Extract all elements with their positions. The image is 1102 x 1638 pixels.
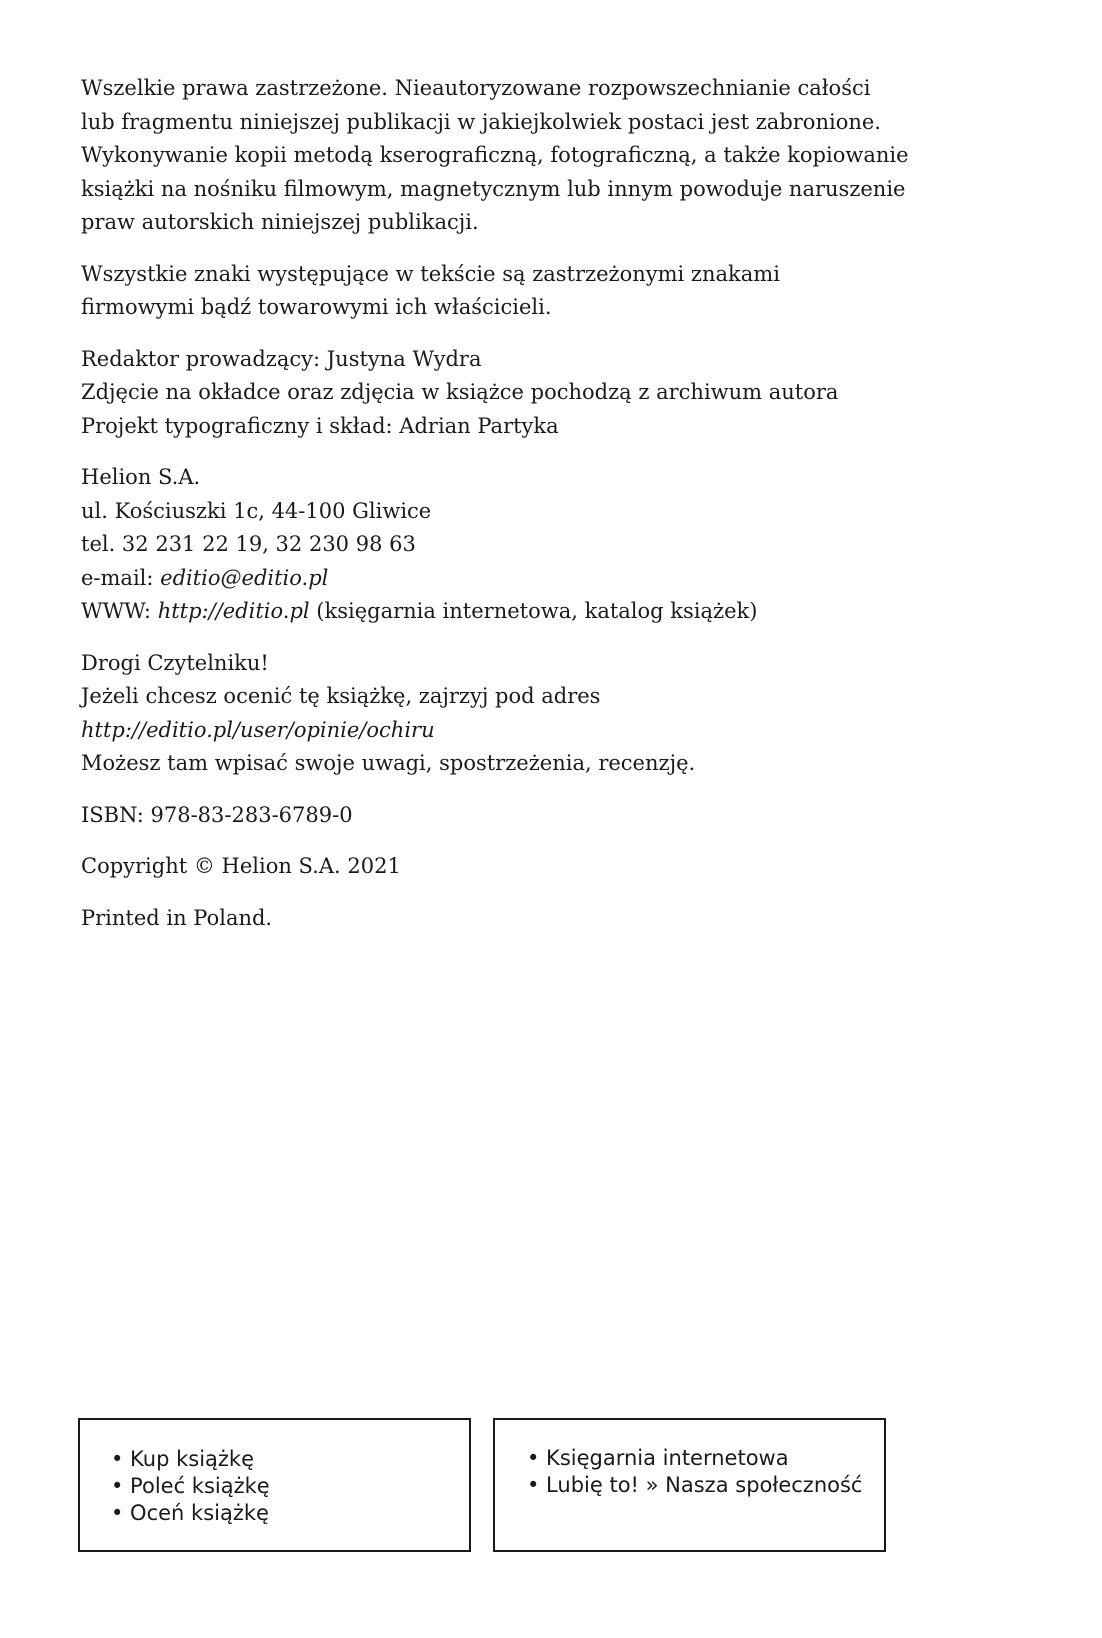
editor-credit: Redaktor prowadzący: Justyna Wydra [81, 346, 482, 371]
reader-invite: Jeżeli chcesz ocenić tę książkę, zajrzyj pod adres [81, 684, 601, 708]
rights-line: lub fragmentu niniejszej publikacji w jakiejkolwiek postaci jest zabronione. [81, 109, 881, 134]
www-note: (księgarnia internetowa, katalog książek) [309, 599, 758, 623]
buy-book-link[interactable]: • Kup książkę [111, 1447, 255, 1471]
rights-line: Wykonywanie kopii metodą kserograficzną, fotograficzną, a także kopiowanie [81, 143, 909, 167]
rate-book-link[interactable]: • Oceń książkę [111, 1501, 269, 1525]
email-label: e-mail: [81, 565, 161, 590]
copyright: Copyright © Helion S.A. 2021 [81, 854, 401, 878]
review-url-link[interactable]: http://editio.pl/user/opinie/ochiru [81, 717, 435, 742]
rights-line: Wszelkie prawa zastrzeżone. Nieautoryzowane rozpowszechnianie całości [81, 76, 871, 100]
imprint-text [81, 72, 981, 953]
publisher-email-line [81, 562, 981, 596]
trademarks-line: Wszystkie znaki występujące w tekście są zastrzeżonymi znakami [81, 261, 780, 286]
photos-credit: Zdjęcie na okładce oraz zdjęcia w książce pochodzą z archiwum autora [81, 380, 839, 404]
reader-greeting: Drogi Czytelniku! [81, 650, 269, 675]
publisher-name: Helion S.A. [81, 465, 201, 489]
publisher-paragraph [81, 461, 981, 629]
trademarks-paragraph [81, 258, 981, 325]
publisher-address: ul. Kościuszki 1c, 44-100 Gliwice [81, 498, 432, 523]
email-link[interactable]: editio@editio.pl [160, 565, 329, 590]
reader-note: Możesz tam wpisać swoje uwagi, spostrzeżenia, recenzję. [81, 751, 696, 775]
www-label: WWW: [81, 599, 158, 623]
community-links-box [493, 1418, 886, 1552]
design-credit: Projekt typograficzny i skład: Adrian Partyka [81, 413, 559, 438]
publisher-www-line [81, 595, 981, 629]
publisher-phone: tel. 32 231 22 19, 32 230 98 63 [81, 532, 416, 556]
rights-paragraph [81, 72, 981, 240]
online-bookstore-link[interactable]: • Księgarnia internetowa [527, 1446, 789, 1470]
recommend-book-link[interactable]: • Poleć książkę [111, 1474, 270, 1498]
printed-in: Printed in Poland. [81, 905, 273, 930]
printed-paragraph [81, 902, 981, 936]
trademarks-line: firmowymi bądź towarowymi ich właścicieli. [81, 295, 552, 319]
credits-paragraph [81, 343, 981, 444]
www-link[interactable]: http://editio.pl [157, 599, 310, 623]
isbn-paragraph [81, 799, 981, 833]
isbn: ISBN: 978-83-283-6789-0 [81, 802, 353, 827]
reader-paragraph [81, 647, 981, 781]
copyright-paragraph [81, 850, 981, 884]
community-link[interactable]: • Lubię to! » Nasza społeczność [527, 1473, 863, 1497]
rights-line: praw autorskich niniejszej publikacji. [81, 210, 479, 234]
book-actions-box [78, 1418, 471, 1552]
rights-line: książki na nośniku filmowym, magnetycznym lub innym powoduje naruszenie [81, 176, 906, 201]
